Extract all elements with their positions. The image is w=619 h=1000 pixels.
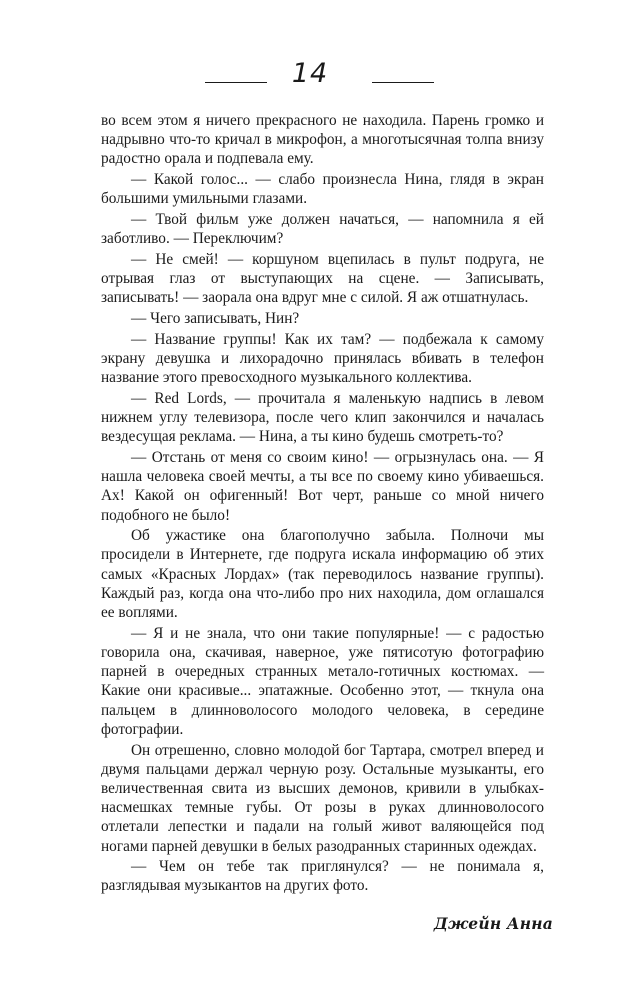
header-right-rule [372, 82, 434, 83]
footer-author: Джейн Анна [433, 914, 553, 933]
paragraph: — Твой фильм уже должен начаться, — напомнила я ей заботливо. — Переключим? [101, 211, 544, 248]
paragraph: — Чего записывать, Нин? [131, 310, 300, 328]
paragraph: — Какой голос... — слабо произнесла Нина, глядя в экран большими умильными глазами. [101, 171, 544, 208]
header-left-rule [205, 82, 267, 83]
paragraph: — Red Lords, — прочитала я маленькую надпись в левом нижнем углу телевизора, после чего клип закончился и началась вездесущая реклама. — Нина, а ты кино будешь смотреть-то? [101, 389, 544, 446]
paragraph: — Я и не знала, что они такие популярные! — с радостью говорила она, скачивая, наверное, уже пятисотую фотографию парней в очередных странных метало-готичных костюмах. — Какие они красивые... эпатажные. Особенно этот, — ткнула она пальцем в длинноволосого молодого человека, в середине фотографии. [101, 624, 544, 738]
page-header [0, 58, 619, 98]
paragraph: во всем этом я ничего прекрасного не находила. Парень громко и надрывно что-то кричал в микрофон, а многотысячная толпа внизу радостно орала и подпевала ему. [101, 112, 544, 168]
paragraph: — Не смей! — коршуном вцепилась в пульт подруга, не отрывая глаз от выступающих на сцене. — Записывать, записывать! — заорала она вдруг мне с силой. Я аж отшатнулась. [101, 250, 544, 307]
page-number: 14 [291, 58, 329, 89]
body-text [101, 111, 544, 897]
paragraph: — Отстань от меня со своим кино! — огрызнулась она. — Я нашла человека своей мечты, а ты все по своему кино убиваешься. Ах! Какой он офигенный! Вот черт, раньше со мной ничего подобного не было! [101, 448, 544, 524]
paragraph: Он отрешенно, словно молодой бог Тартара, смотрел вперед и двумя пальцами держал черную розу. Остальные музыканты, его величественная свита из высших демонов, кривили в улыбках-насмешках темные губы. От розы в руках длинноволосого отлетали лепестки и падали на голый живот валяющейся под ногами парней девушки в белых разодранных старинных одеждах. [101, 741, 544, 855]
paragraph: — Чем он тебе так приглянулся? — не понимала я, разглядывая музыкантов на других фото. [101, 858, 544, 895]
paragraph: Об ужастике она благополучно забыла. Полночи мы просидели в Интернете, где подруга искала информацию об этих самых «Красных Лордах» (так переводилось название группы). Каждый раз, когда она что-либо про них находила, дом оглашался ее воплями. [101, 527, 544, 622]
paragraph: — Название группы! Как их там? — подбежала к самому экрану девушка и лихорадочно принялась вбивать в телефон название этого превосходного музыкального коллектива. [101, 330, 544, 387]
